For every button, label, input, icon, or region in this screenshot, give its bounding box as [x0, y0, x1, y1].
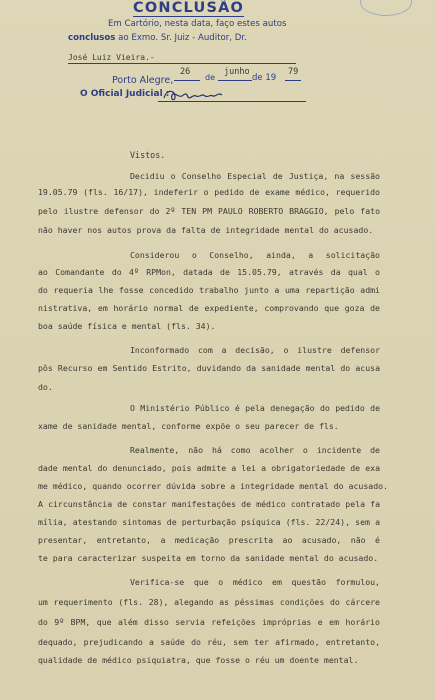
- body-line: ao Comandante do 4º RPMon, datada de 15.05.79, através da qual o: [38, 267, 380, 277]
- city-label: Porto Alegre,: [112, 75, 174, 86]
- body-line: O Ministério Público é pela denegação do pedido de: [130, 403, 380, 413]
- body-line: nistrativa, em horário normal de expediente, comprovando que goza de: [38, 303, 380, 313]
- date-day: 26: [180, 67, 191, 77]
- header-line-2: [68, 33, 247, 43]
- date-month: junho: [224, 67, 250, 77]
- date-month-line: [218, 80, 252, 81]
- body-line: te para caracterizar suspeita em torno da sanidade mental do acusado.: [38, 553, 379, 563]
- body-line: Verifica-se que o médico em questão formulou,: [130, 577, 380, 587]
- date-year: 79: [288, 67, 299, 77]
- vistos-heading: Vistos.: [130, 150, 166, 160]
- date-day-line: [174, 80, 200, 81]
- header-line-1: Em Cartório, nesta data, faço estes autos: [108, 19, 287, 29]
- body-line: um requerimento (fls. 28), alegando as péssimas condições do cárcere: [38, 597, 380, 607]
- body-line: dade mental do denunciado, pois admite a lei a obrigatoriedade de exa: [38, 463, 380, 473]
- date-de-1: de: [205, 73, 215, 82]
- body-line: Considerou o Conselho, ainda, a solicitação: [130, 250, 380, 260]
- body-line: boa saúde física e mental (fls. 34).: [38, 321, 216, 331]
- body-line: Decidiu o Conselho Especial de Justiça, na sessão: [130, 171, 380, 181]
- body-line: qualidade de médico psiquiatra, que fosse o réu um doente mental.: [38, 655, 359, 665]
- body-line: do 9º BPM, que além disso servia refeições impróprias e em horário: [38, 617, 380, 627]
- body-line: pôs Recurso em Sentido Estrito, duvidando da sanidade mental do acusa: [38, 363, 380, 373]
- body-line: xame de sanidade mental, conforme expõe o seu parecer de fls.: [38, 421, 339, 431]
- conclusion-title: CONCLUSÃO: [133, 0, 245, 16]
- judge-name: José Luiz Vieira.-: [68, 53, 155, 62]
- body-line: Realmente, não há como acolher o incidente de: [130, 445, 380, 455]
- header-line-2-conclusos: conclusos: [68, 33, 116, 43]
- body-line: me médico, quando ocorrer dúvida sobre a integridade mental do acusado.: [38, 481, 388, 491]
- officer-label: O Oficial Judicial :: [80, 89, 170, 99]
- body-line: presentar, entretanto, a medicação prescrita ao acusado, não é: [38, 535, 380, 545]
- body-line: 19.05.79 (fls. 16/17), indeferir o pedido de exame médico, requerido: [38, 187, 380, 197]
- header-line-2-rest: ao Exmo. Sr. Juiz - Auditor, Dr.: [118, 33, 247, 43]
- body-line: dequado, prejudicando a saúde do réu, sem ter afirmado, entretanto,: [38, 637, 380, 647]
- body-line: pelo ilustre defensor do 2º TEN PM PAULO ROBERTO BRAGGIO, pelo fato: [38, 206, 380, 216]
- seal-stamp: [360, 0, 412, 16]
- body-line: Inconformado com a decisão, o ilustre defensor: [130, 345, 380, 355]
- date-year-line: [285, 80, 301, 81]
- body-line: não haver nos autos prova da falta de integridade mental do acusado.: [38, 225, 374, 235]
- officer-signature-line: [158, 101, 306, 102]
- judge-name-line: [68, 63, 296, 64]
- body-line: do requeria lhe fosse concedido trabalho junto a uma repartição admi: [38, 285, 380, 295]
- body-line: mília, atestando sintomas de perturbação psíquica (fls. 22/24), sem a: [38, 517, 380, 527]
- body-line: A circunstância de constar manifestações de médico contratado pela fa: [38, 499, 380, 509]
- body-line: do.: [38, 382, 53, 392]
- date-de-2: de 19: [252, 73, 277, 83]
